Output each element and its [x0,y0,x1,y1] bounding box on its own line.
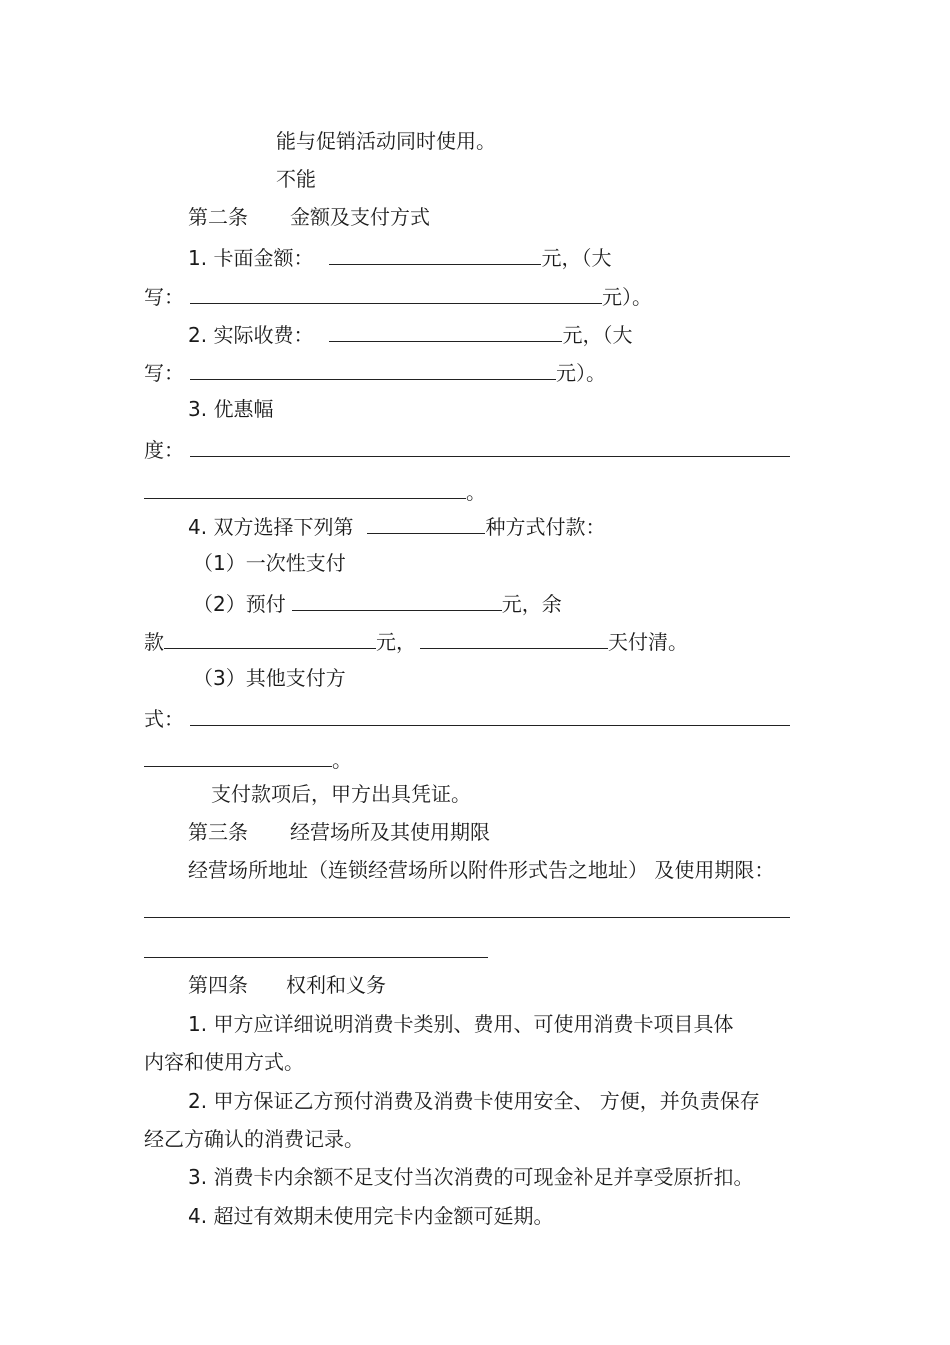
right-1-line-b: 内容和使用方式。 [144,1050,304,1074]
actual-charge-capital-unit: 元）。 [556,361,606,385]
actual-charge-capital-label: 写： [144,361,184,385]
article-2-number: 第二条 [188,205,248,229]
discount-blank-cont[interactable] [144,478,466,499]
actual-charge-blank[interactable] [329,321,562,342]
balance-amount-blank[interactable] [164,628,376,649]
payment-method-blank[interactable] [367,513,485,534]
right-2-line-a: 2. 甲方保证乙方预付消费及消费卡使用安全、 方便，并负责保存 [188,1089,760,1113]
clause-payment-method [188,513,605,539]
actual-charge-label: 2. 实际收费： [188,323,314,347]
article-4-heading [188,973,386,997]
option-other-cont [144,746,352,772]
actual-charge-unit: 元，（大 [562,323,633,347]
line-cannot: 不能 [276,167,316,191]
actual-charge-capital-blank[interactable] [190,359,556,380]
clause-card-amount [188,244,611,270]
balance-label: 款 [144,630,164,654]
payment-method-label: 4. 双方选择下列第 [188,515,354,539]
card-amount-blank[interactable] [329,244,541,265]
option-prepay-balance [144,628,688,654]
card-amount-capital-unit: 元）。 [602,285,652,309]
right-1-line-a: 1. 甲方应详细说明消费卡类别、费用、可使用消费卡项目具体 [188,1012,734,1036]
prepay-blank[interactable] [292,590,502,611]
discount-end-mark: 。 [466,480,486,504]
clause-discount-cont [144,478,486,504]
premises-address-blank-cont[interactable] [144,957,488,958]
clause-discount-line [144,436,790,462]
other-method-blank-cont[interactable] [144,746,332,767]
right-4: 4. 超过有效期未使用完卡内金额可延期。 [188,1204,554,1228]
other-method-end-mark: 。 [332,748,352,772]
article-3-heading [188,820,490,844]
option-other-line [144,705,790,731]
option-other-label: （3）其他支付方 [193,666,346,690]
card-amount-capital-blank[interactable] [190,283,602,304]
clause-actual-charge [188,321,632,347]
option-prepay [193,590,562,616]
balance-unit: 元， [376,630,416,654]
voucher-note: 支付款项后，甲方出具凭证。 [211,782,471,806]
article-4-title: 权利和义务 [286,973,386,997]
article-3-title: 经营场所及其使用期限 [290,820,490,844]
line-promo-usage: 能与促销活动同时使用。 [276,129,496,153]
discount-blank[interactable] [190,436,790,457]
payment-method-tail: 种方式付款： [485,515,606,539]
option-lump-sum: （1）一次性支付 [193,551,346,575]
balance-days-blank[interactable] [420,628,608,649]
premises-address-blank[interactable] [144,917,790,918]
card-amount-capital-label: 写： [144,285,184,309]
balance-days-tail: 天付清。 [608,630,688,654]
right-3: 3. 消费卡内余额不足支付当次消费的可现金补足并享受原折扣。 [188,1165,754,1189]
clause-discount-label: 3. 优惠幅 [188,397,274,421]
other-method-label-end: 式： [144,707,184,731]
card-amount-label: 1. 卡面金额： [188,246,314,270]
clause-card-amount-capital [144,283,652,309]
right-2-line-b: 经乙方确认的消费记录。 [144,1127,364,1151]
article-3-number: 第三条 [188,820,248,844]
premises-address-label: 经营场所地址（连锁经营场所以附件形式告之地址） 及使用期限： [188,858,775,882]
article-4-number: 第四条 [188,973,248,997]
prepay-tail: 元，余 [501,592,562,616]
article-2-heading [188,205,430,229]
clause-actual-charge-capital [144,359,606,385]
discount-label-end: 度： [144,438,184,462]
card-amount-unit: 元，（大 [541,246,612,270]
article-2-title: 金额及支付方式 [290,205,430,229]
prepay-label: （2）预付 [193,592,286,616]
other-method-blank[interactable] [190,705,790,726]
